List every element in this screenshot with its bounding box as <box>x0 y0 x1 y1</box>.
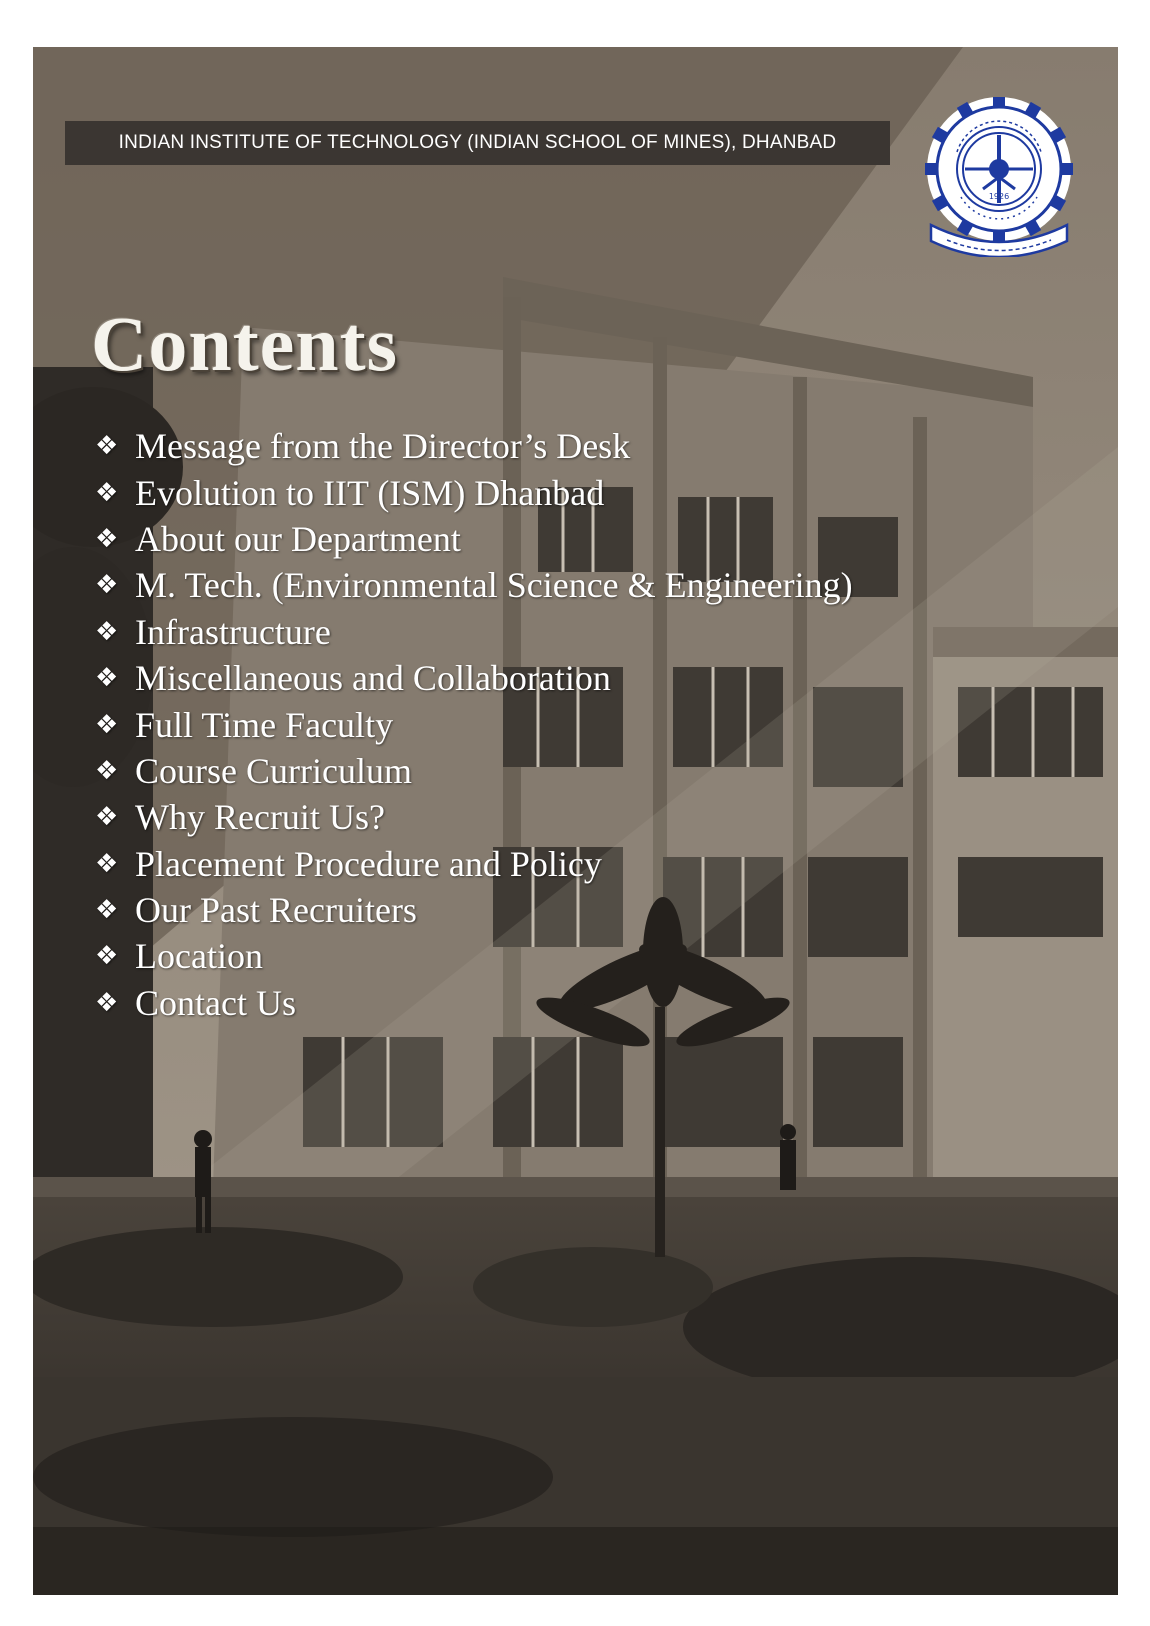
diamond-bullet-icon: ❖ <box>95 895 119 926</box>
diamond-bullet-icon: ❖ <box>95 570 119 601</box>
contents-item <box>95 469 853 515</box>
diamond-bullet-icon: ❖ <box>95 987 119 1018</box>
contents-item <box>95 933 853 979</box>
contents-item <box>95 841 853 887</box>
contents-item-label: Contact Us <box>135 982 296 1023</box>
diamond-bullet-icon: ❖ <box>95 709 119 740</box>
institute-header-bar <box>65 121 890 165</box>
diamond-bullet-icon: ❖ <box>95 755 119 786</box>
page-title: Contents <box>91 300 399 387</box>
diamond-bullet-icon: ❖ <box>95 477 119 508</box>
contents-item <box>95 701 853 747</box>
iit-ism-emblem-icon <box>923 97 1075 257</box>
contents-item-label: Course Curriculum <box>135 750 412 791</box>
contents-item-label: Message from the Director’s Desk <box>135 426 631 467</box>
contents-item <box>95 980 853 1026</box>
brochure-page <box>33 47 1118 1595</box>
diamond-bullet-icon: ❖ <box>95 431 119 462</box>
contents-item <box>95 609 853 655</box>
contents-item <box>95 655 853 701</box>
contents-item <box>95 516 853 562</box>
diamond-bullet-icon: ❖ <box>95 616 119 647</box>
diamond-bullet-icon: ❖ <box>95 523 119 554</box>
contents-list <box>95 423 853 1026</box>
contents-item <box>95 562 853 608</box>
contents-item <box>95 748 853 794</box>
contents-item <box>95 887 853 933</box>
diamond-bullet-icon: ❖ <box>95 848 119 879</box>
contents-item-label: Full Time Faculty <box>135 704 394 745</box>
diamond-bullet-icon: ❖ <box>95 802 119 833</box>
contents-item-label: Placement Procedure and Policy <box>135 843 602 884</box>
institute-name: INDIAN INSTITUTE OF TECHNOLOGY (INDIAN SCHOOL OF MINES), DHANBAD <box>118 132 837 153</box>
contents-item-label: Why Recruit Us? <box>135 797 385 838</box>
emblem-year: 1926 <box>988 192 1010 201</box>
contents-item <box>95 794 853 840</box>
diamond-bullet-icon: ❖ <box>95 663 119 694</box>
diamond-bullet-icon: ❖ <box>95 941 119 972</box>
contents-item-label: Miscellaneous and Collaboration <box>135 658 611 699</box>
contents-item-label: M. Tech. (Environmental Science & Engineering) <box>135 565 853 606</box>
contents-item-label: Evolution to IIT (ISM) Dhanbad <box>135 472 605 513</box>
contents-item-label: Infrastructure <box>135 611 331 652</box>
contents-item-label: Location <box>135 936 263 977</box>
contents-item-label: About our Department <box>135 518 461 559</box>
contents-item-label: Our Past Recruiters <box>135 890 417 931</box>
contents-item <box>95 423 853 469</box>
